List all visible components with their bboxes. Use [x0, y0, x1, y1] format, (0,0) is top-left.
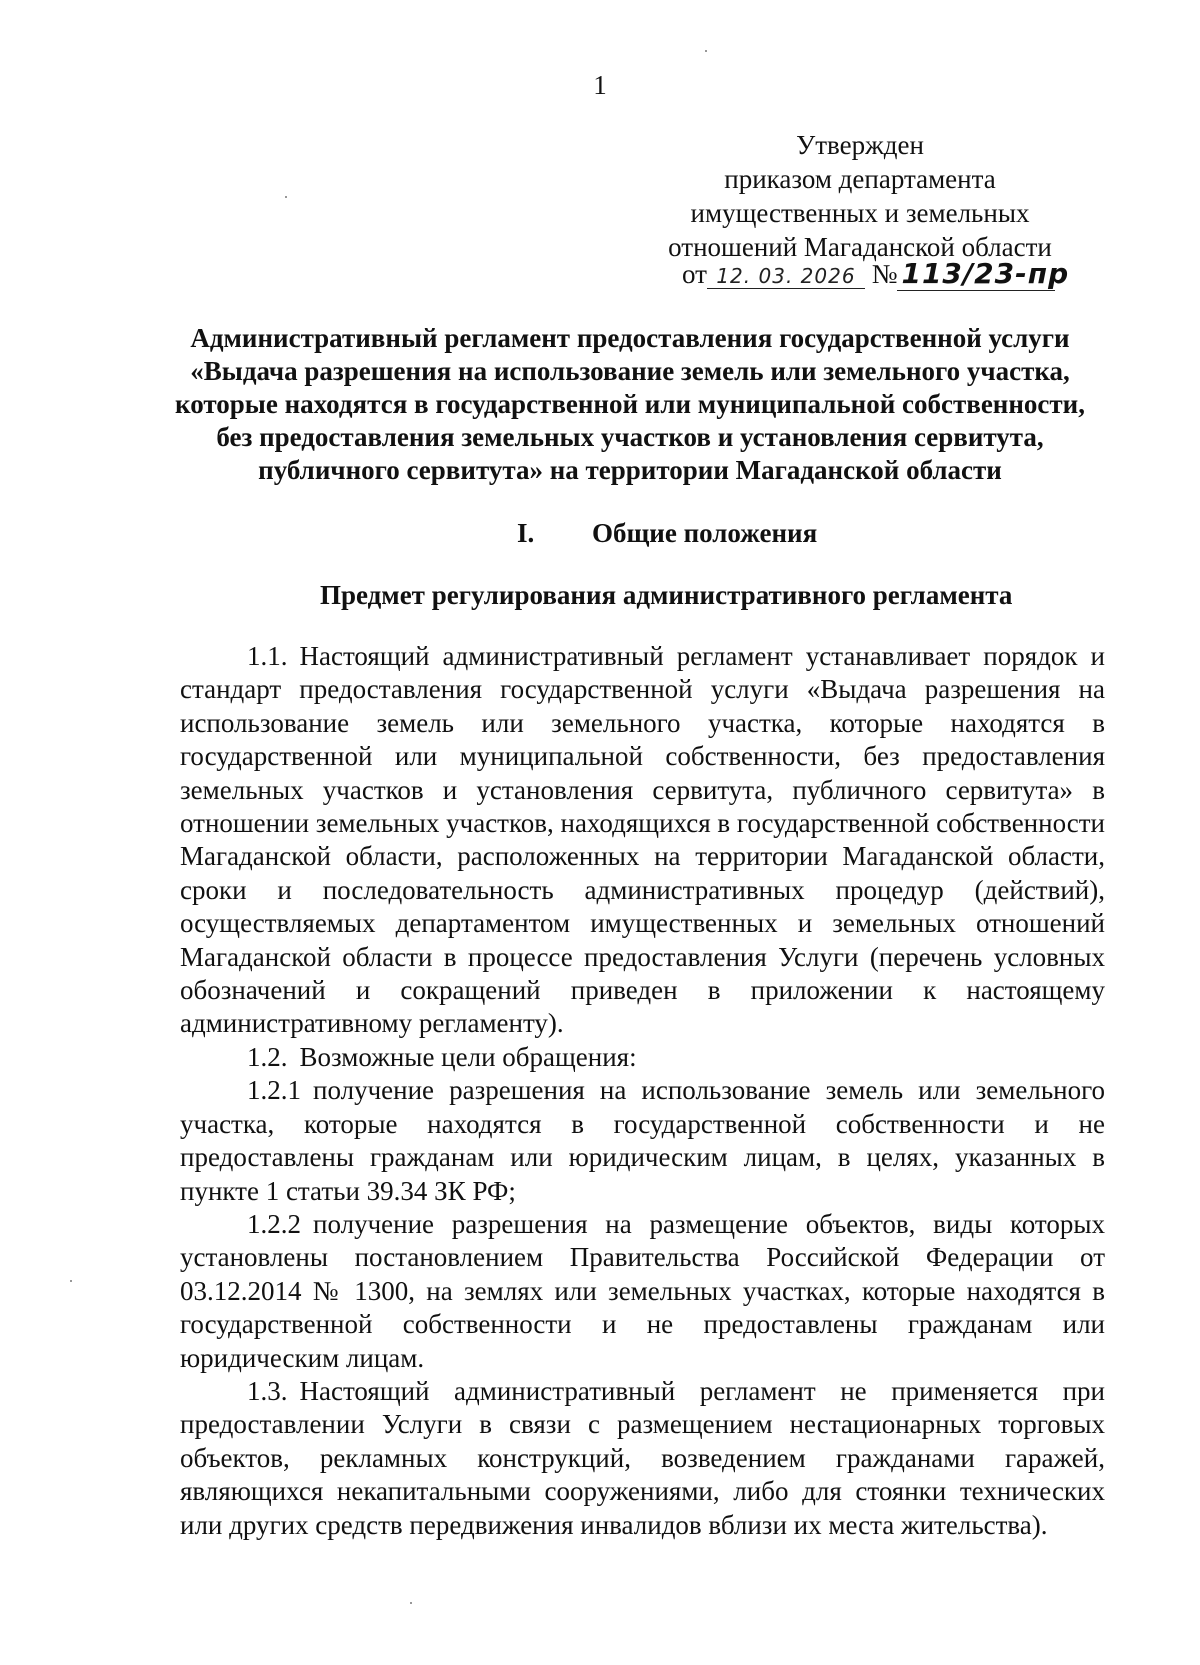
paragraph-text: получение разрешения на использование земель или земельного участка, которые находятся в государственной собственности и не предоставлены гражданам или юридическим лицам, в целях, указанных в пункте 1 статьи 39.34 ЗК РФ; — [180, 1075, 1105, 1206]
approval-line: отношений Магаданской области — [668, 232, 1052, 262]
approval-line: приказом департамента — [724, 164, 996, 194]
paragraph-id: 1.1. — [247, 641, 288, 671]
paragraph-1-2-1 — [180, 1074, 1105, 1208]
paragraph-1-2-2 — [180, 1208, 1105, 1375]
approval-line: имущественных и земельных — [690, 198, 1030, 228]
approval-block — [640, 128, 1080, 264]
paragraph-text: получение разрешения на размещение объектов, виды которых установлены постановлением Правительства Российской Федерации от 03.12.2014 № 1300, на землях или земельных участках, которые находятся в государственной собственности и не предоставлены гражданам или юридическим лицам. — [180, 1208, 1105, 1373]
paragraph-1-3 — [180, 1375, 1105, 1542]
approval-line: Утвержден — [796, 130, 924, 160]
section-number: I. — [517, 518, 535, 548]
paragraph-id: 1.2.2 — [247, 1208, 301, 1239]
paragraph-text: Возможные цели обращения: — [299, 1041, 637, 1072]
scan-speck — [285, 196, 287, 198]
document-title: Административный регламент предоставления государственной услуги «Выдача разрешения на использование земель или земельного участка, которые находятся в государственной или муниципальной собственности, без предоставления земельных участков и установления сервитута, публичного сервитута» на территории Магаданской области — [175, 323, 1085, 485]
date-prefix: от — [682, 259, 707, 289]
section-title: Общие положения — [592, 518, 818, 548]
paragraph-id: 1.2. — [247, 1041, 288, 1072]
page-number: 1 — [593, 70, 607, 100]
paragraph-1-2 — [180, 1041, 1105, 1074]
handwritten-date: 12. 03. 2026 — [707, 264, 865, 289]
subsection-heading: Предмет регулирования административного регламента — [320, 580, 1013, 610]
paragraph-text: Настоящий административный регламент не применяется при предоставлении Услуги в связи с размещением нестационарных торговых объектов, рекламных конструкций, возведением гражданами гаражей, являющихся некапитальными сооружениями, либо для стоянки технических или других средств передвижения инвалидов вблизи их места жительства). — [180, 1375, 1105, 1540]
paragraph-text: Настоящий административный регламент устанавливает порядок и стандарт предоставления государственной услуги «Выдача разрешения на использование земель или земельного участка, которые находятся в государственной или муниципальной собственности, без предоставления земельных участков и установления сервитута, публичного сервитута» в отношении земельных участков, находящихся в государственной собственности Магаданской области, расположенных на территории Магаданской области, сроки и последовательность административных процедур (действий), осуществляемых департаментом имущественных и земельных отношений Магаданской области в процессе предоставления Услуги (перечень условных обозначений и сокращений приведен в приложении к настоящему административному регламенту). — [180, 641, 1105, 1039]
paragraph-1-1 — [180, 640, 1105, 1041]
scan-speck — [70, 1280, 72, 1282]
scan-speck — [410, 1602, 412, 1604]
number-prefix: № — [871, 259, 898, 289]
scan-speck — [705, 50, 707, 52]
paragraph-id: 1.3. — [247, 1375, 288, 1406]
approval-date-line — [682, 257, 1070, 291]
handwritten-order-number: 113/23-пр — [897, 257, 1055, 291]
body-text — [180, 640, 1105, 1542]
paragraph-id: 1.2.1 — [247, 1075, 301, 1106]
